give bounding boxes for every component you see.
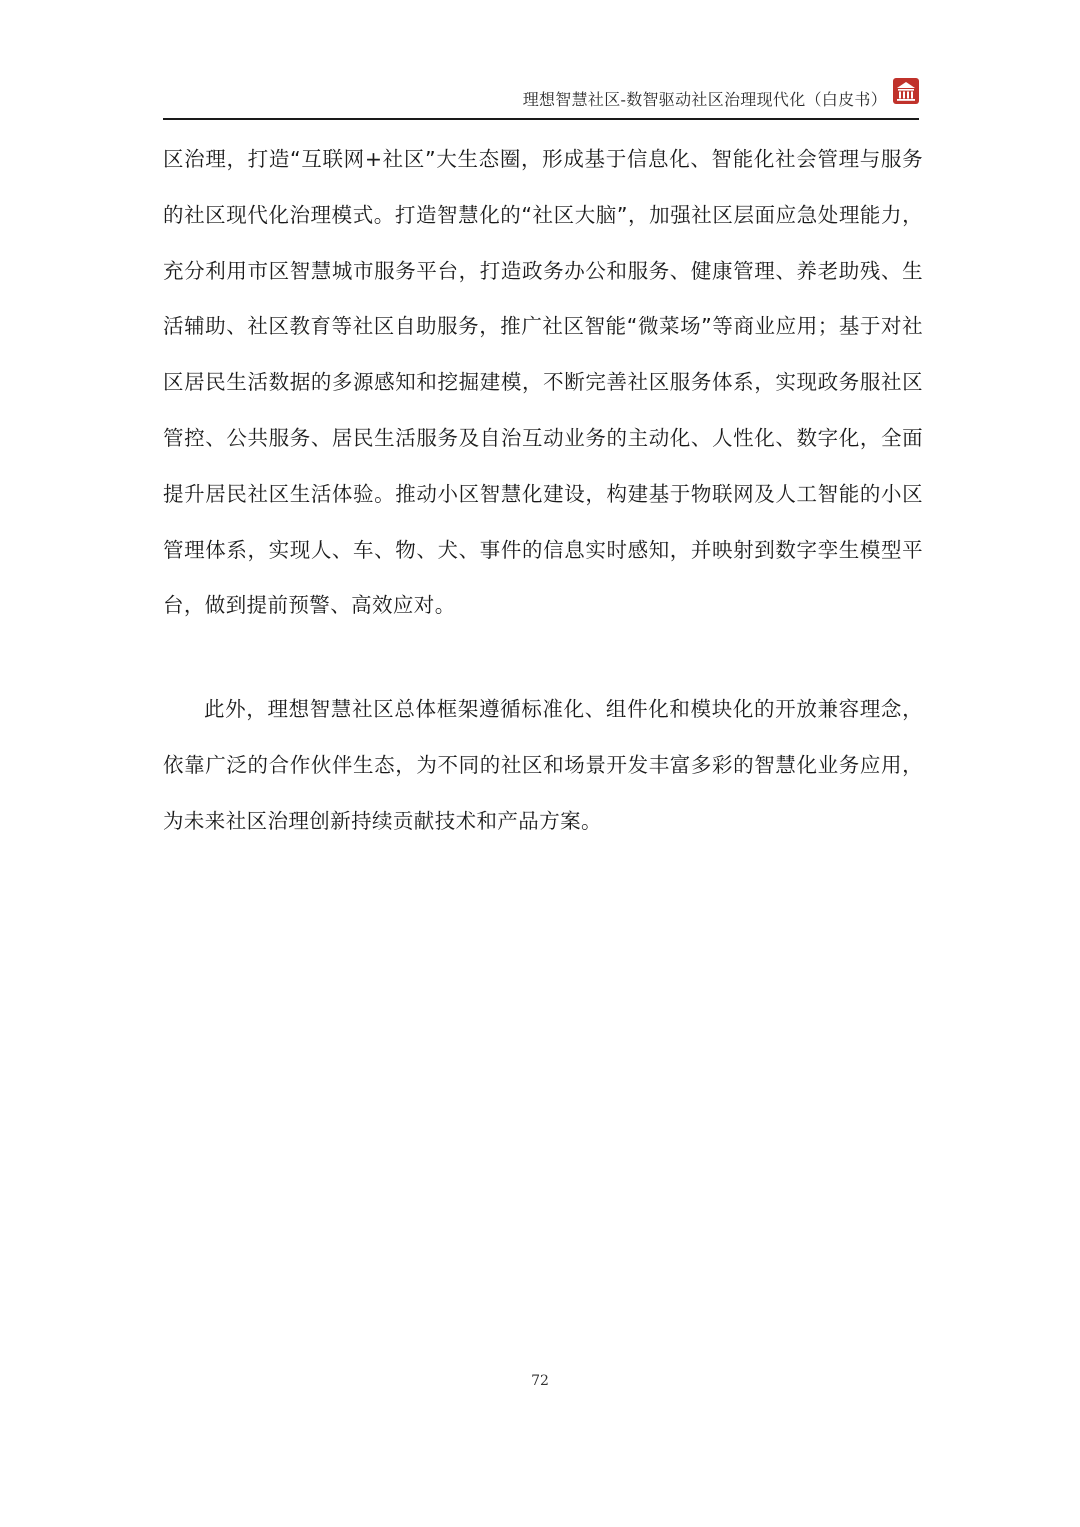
page-header	[163, 78, 919, 120]
page-number: 72	[531, 1373, 549, 1389]
header-title: 理想智慧社区-数智驱动社区治理现代化（白皮书）	[522, 90, 887, 109]
body-paragraph-1: 区治理，打造“互联网+社区”大生态圈，形成基于信息化、智能化社会管理与服务的社区现代化治理模式。打造智慧化的“社区大脑”，加强社区层面应急处理能力，充分利用市区智慧城市服务平台，打造政务办公和服务、健康管理、养老助残、生活辅助、社区教育等社区自助服务，推广社区智能“微菜场”等商业应用；基于对社区居民生活数据的多源感知和挖掘建模，不断完善社区服务体系，实现政务服社区管控、公共服务、居民生活服务及自治互动业务的主动化、人性化、数字化，全面提升居民社区生活体验。推动小区智慧化建设，构建基于物联网及人工智能的小区管理体系，实现人、车、物、犬、事件的信息实时感知，并映射到数字孪生模型平台，做到提前预警、高效应对。	[163, 147, 923, 618]
building-columns-logo-icon	[893, 78, 919, 104]
header-divider	[163, 118, 919, 120]
body-paragraph-2: 此外，理想智慧社区总体框架遵循标准化、组件化和模块化的开放兼容理念，依靠广泛的合作伙伴生态，为不同的社区和场景开发丰富多彩的智慧化业务应用，为未来社区治理创新持续贡献技术和产品方案。	[163, 697, 923, 833]
